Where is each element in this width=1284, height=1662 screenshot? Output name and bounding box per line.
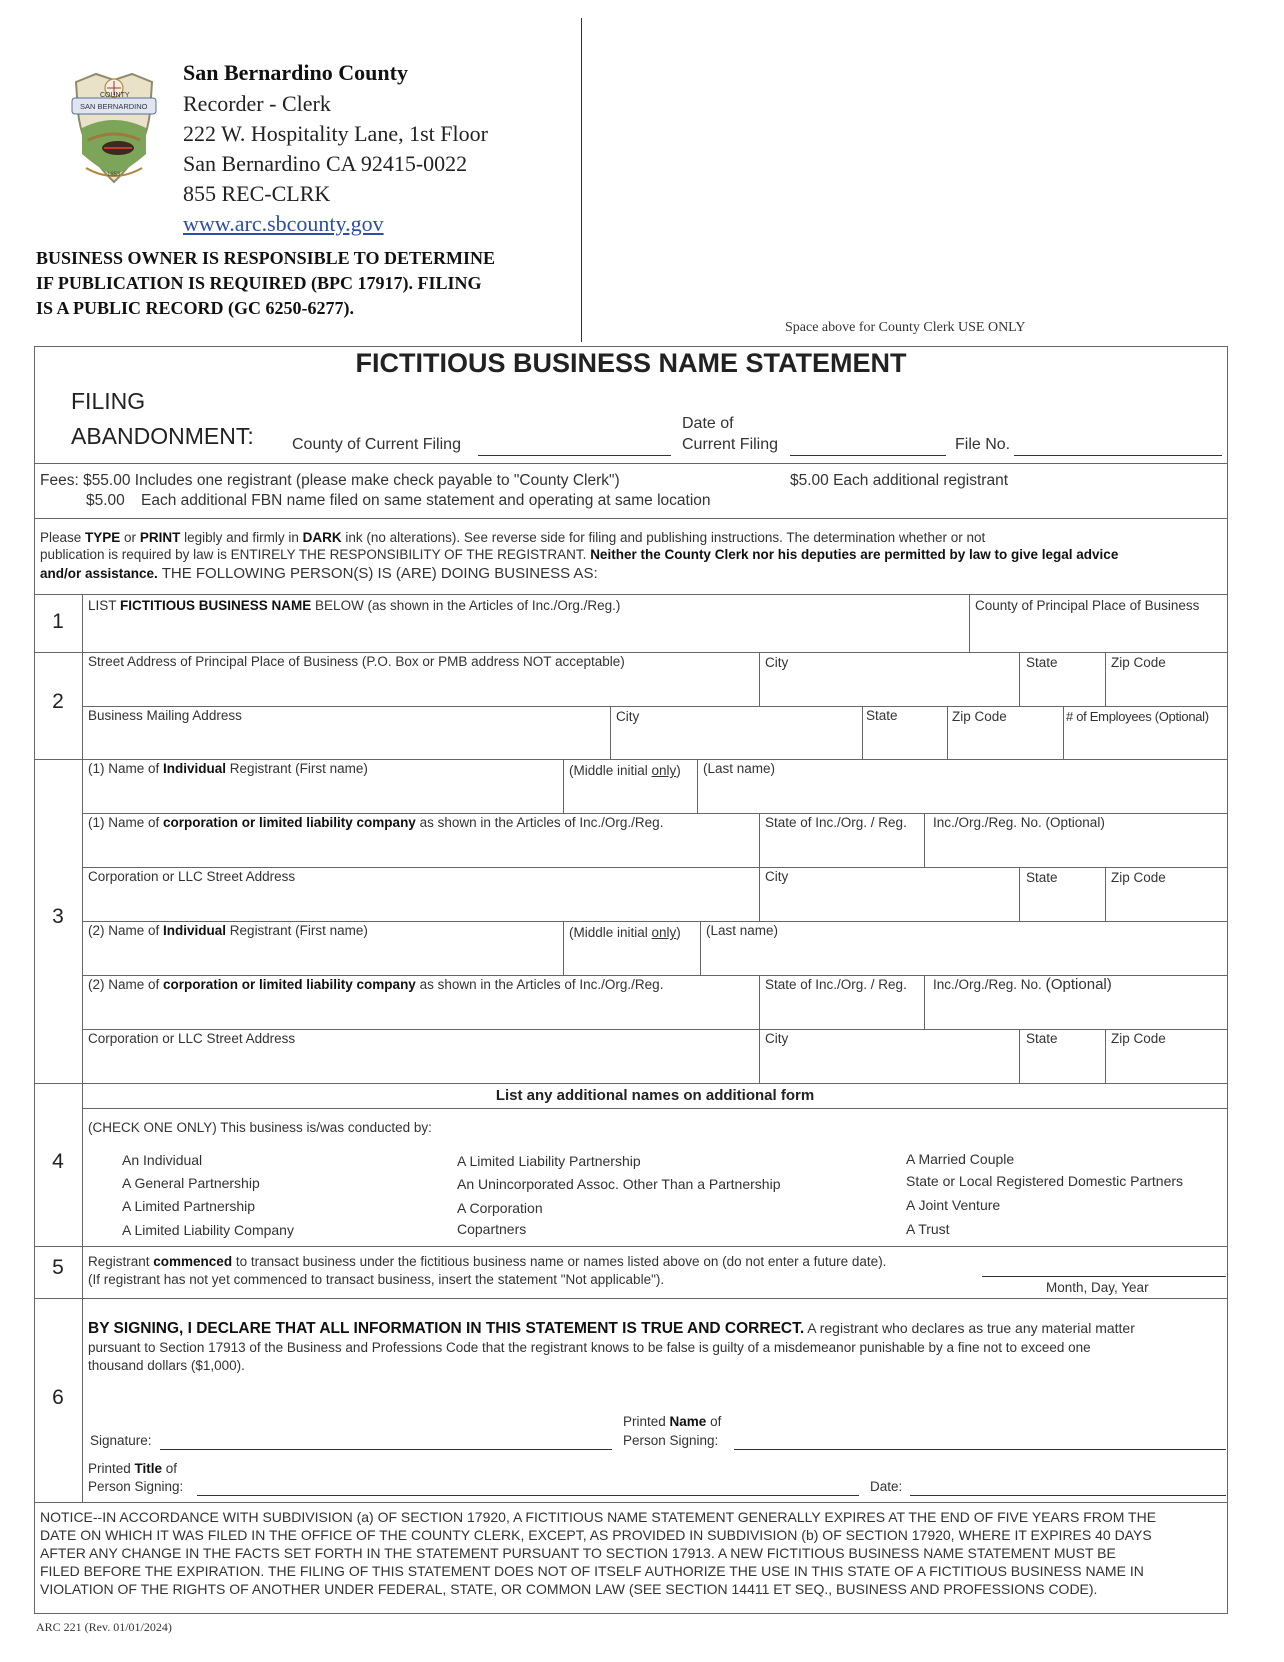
ind1-middle-field[interactable] bbox=[564, 760, 697, 812]
instructions-line2 bbox=[40, 547, 1118, 562]
county-current-filing-line[interactable] bbox=[478, 455, 671, 456]
date-current-filing-line[interactable] bbox=[790, 455, 946, 456]
commenced-bold: commenced bbox=[153, 1254, 233, 1269]
title-divider bbox=[34, 463, 1228, 464]
ind1-middle-pre: (Middle initial bbox=[569, 763, 652, 778]
instr-or: or bbox=[120, 530, 140, 545]
principal-state-field[interactable] bbox=[1020, 653, 1105, 705]
s4-bottom bbox=[34, 1246, 1228, 1247]
commenced-date-line[interactable] bbox=[982, 1276, 1226, 1277]
section-1-number: 1 bbox=[52, 610, 64, 633]
s4-header-divider bbox=[82, 1108, 1228, 1109]
ind1-middle-post: ) bbox=[676, 763, 681, 778]
ind2-middle-post: ) bbox=[676, 925, 681, 940]
corp1-post: as shown in the Articles of Inc./Org./Reg. bbox=[415, 815, 664, 830]
instr-line2-bold: Neither the County Clerk nor his deputies are permitted by law to give legal advice bbox=[590, 547, 1119, 562]
department: Recorder - Clerk bbox=[183, 91, 331, 116]
printed-title-of: of bbox=[162, 1461, 178, 1476]
date-label: Date: bbox=[870, 1479, 903, 1494]
option-unincorporated-assoc[interactable]: An Unincorporated Assoc. Other Than a Partnership bbox=[457, 1176, 781, 1192]
fees-divider bbox=[34, 518, 1228, 519]
corp2-city-field[interactable] bbox=[760, 1030, 1019, 1082]
form-id: ARC 221 (Rev. 01/01/2024) bbox=[36, 1620, 172, 1634]
clerk-use-note: Space above for County Clerk USE ONLY bbox=[785, 320, 1026, 335]
mailing-address-field[interactable] bbox=[83, 707, 610, 758]
commenced-line2: (If registrant has not yet commenced to transact business, insert the statement "Not applicable"). bbox=[88, 1272, 665, 1287]
seal-year: 1853 bbox=[107, 172, 121, 178]
ind1-last-field[interactable] bbox=[698, 760, 1227, 812]
commenced-date-label: Month, Day, Year bbox=[1046, 1280, 1149, 1295]
instr-line3-rest: THE FOLLOWING PERSON(S) IS (ARE) DOING BUSINESS AS: bbox=[157, 565, 598, 582]
corp1-pre: (1) Name of bbox=[88, 815, 164, 830]
corp2-street-label: Corporation or LLC Street Address bbox=[88, 1031, 296, 1046]
instr-print: PRINT bbox=[139, 530, 181, 545]
corp1-city-field[interactable] bbox=[760, 868, 1019, 920]
mailing-city-field[interactable] bbox=[611, 707, 862, 758]
corp2-inc-no-pre: Inc./Org./Reg. No. bbox=[933, 977, 1046, 992]
instr-rest: ink (no alterations). See reverse side for filing and publishing instructions. The determination whether or not bbox=[341, 530, 986, 545]
mailing-state-field[interactable] bbox=[863, 707, 947, 758]
county-seal bbox=[66, 68, 162, 188]
principal-state-label: State bbox=[1026, 655, 1058, 670]
printed-title-line[interactable] bbox=[197, 1495, 859, 1496]
option-limited-partnership[interactable]: A Limited Partnership bbox=[122, 1198, 256, 1214]
corp2-zip-field[interactable] bbox=[1106, 1030, 1227, 1082]
ind2-first-field[interactable] bbox=[83, 922, 563, 974]
corp2-inc-no-paren: ( bbox=[1045, 976, 1051, 993]
principal-zip-label: Zip Code bbox=[1111, 655, 1166, 670]
corp1-inc-no-field[interactable] bbox=[925, 814, 1227, 866]
corp2-state-field[interactable] bbox=[1020, 1030, 1105, 1082]
fees-line2-amount: $5.00 bbox=[86, 492, 125, 509]
ind2-last-field[interactable] bbox=[701, 922, 1227, 974]
fees-additional-registrant: $5.00 Each additional registrant bbox=[790, 472, 1009, 489]
ind1-first-field[interactable] bbox=[83, 760, 563, 812]
warning-line2: IF PUBLICATION IS REQUIRED (BPC 17917). FILING bbox=[36, 273, 482, 293]
printed-name-person-label: Person Signing: bbox=[623, 1433, 719, 1448]
commenced-pre: Registrant bbox=[88, 1254, 154, 1269]
instr-mid: legibly and firmly in bbox=[180, 530, 303, 545]
mailing-address-label: Business Mailing Address bbox=[88, 708, 242, 723]
corp1-state-field[interactable] bbox=[1020, 868, 1105, 920]
additional-names-header: List any additional names on additional form bbox=[495, 1087, 815, 1104]
fees-line2-text: Each additional FBN name filed on same statement and operating at same location bbox=[141, 492, 711, 509]
ind1-post: Registrant (First name) bbox=[226, 761, 368, 776]
county-principal-label: County of Principal Place of Business bbox=[975, 598, 1200, 613]
principal-city-label: City bbox=[765, 655, 789, 670]
corp1-name-field[interactable] bbox=[83, 814, 759, 866]
notice-line4: FILED BEFORE THE EXPIRATION. THE FILING OF THIS STATEMENT DOES NOT OF ITSELF AUTHORIZE THE USE IN THIS STATE OF A FICTITIOUS BUSINESS NAME IN bbox=[40, 1563, 1144, 1579]
employees-label: # of Employees (Optional) bbox=[1066, 709, 1209, 724]
instr-please: Please bbox=[40, 530, 86, 545]
file-no-line[interactable] bbox=[1014, 455, 1222, 456]
printed-title-label bbox=[88, 1461, 177, 1476]
instr-line3-bold: and/or assistance. bbox=[40, 566, 158, 581]
county-current-filing-label: County of Current Filing bbox=[292, 436, 461, 453]
date-line[interactable] bbox=[910, 1495, 1226, 1496]
printed-title-person-label: Person Signing: bbox=[88, 1479, 184, 1494]
principal-city-field[interactable] bbox=[760, 653, 1019, 705]
corp2-state-inc-field[interactable] bbox=[760, 976, 924, 1028]
notice-line2: DATE ON WHICH IT WAS FILED IN THE OFFICE OF THE COUNTY CLERK, EXCEPT, AS PROVIDED IN SUBDIVISION (b) OF SECTION 17920, WHERE IT EXPIRES 40 DAYS bbox=[40, 1527, 1152, 1543]
instructions-line3 bbox=[40, 565, 598, 582]
warning-line3: IS A PUBLIC RECORD (GC 6250-6277). bbox=[36, 298, 355, 318]
corp1-state-inc-label: State of Inc./Org. / Reg. bbox=[765, 815, 907, 830]
section-6-number: 6 bbox=[52, 1386, 64, 1409]
signature-line[interactable] bbox=[160, 1449, 612, 1450]
ind2-bold: Individual bbox=[163, 923, 227, 938]
county-seal-graphic bbox=[66, 68, 162, 188]
mailing-zip-label: Zip Code bbox=[952, 709, 1007, 724]
phone: 855 REC-CLRK bbox=[183, 181, 331, 206]
section-4-number: 4 bbox=[52, 1150, 64, 1173]
printed-name-label bbox=[623, 1414, 721, 1429]
corp1-street-label: Corporation or LLC Street Address bbox=[88, 869, 296, 884]
corp2-bold: corporation or limited liability company bbox=[163, 977, 416, 992]
seal-text-banner: SAN BERNARDINO bbox=[80, 102, 148, 111]
corp2-zip-label: Zip Code bbox=[1111, 1031, 1166, 1046]
declaration-bold: BY SIGNING, I DECLARE THAT ALL INFORMATION IN THIS STATEMENT IS TRUE AND CORRECT. bbox=[88, 1320, 805, 1337]
abandonment-label: ABANDONMENT: bbox=[71, 423, 254, 449]
ind2-post: Registrant (First name) bbox=[226, 923, 368, 938]
printed-name-of: of bbox=[706, 1414, 722, 1429]
corp2-city-label: City bbox=[765, 1031, 789, 1046]
ind2-middle-pre: (Middle initial bbox=[569, 925, 652, 940]
printed-title-pre: Printed bbox=[88, 1461, 135, 1476]
website-link[interactable]: www.arc.sbcounty.gov bbox=[183, 211, 384, 236]
corp2-street-field[interactable] bbox=[83, 1030, 759, 1082]
s5-bottom bbox=[34, 1298, 1228, 1299]
fbn-list-post: BELOW (as shown in the Articles of Inc./Org./Reg.) bbox=[311, 598, 621, 613]
option-individual[interactable]: An Individual bbox=[122, 1152, 203, 1168]
instr-dark: DARK bbox=[302, 530, 342, 545]
mailing-zip-field[interactable] bbox=[948, 707, 1063, 758]
current-filing-label: Current Filing bbox=[682, 436, 779, 453]
option-married-couple[interactable]: A Married Couple bbox=[906, 1151, 1015, 1167]
notice-line3: AFTER ANY CHANGE IN THE FACTS SET FORTH IN THE STATEMENT PURSUANT TO SECTION 17913. A NEW FICTITIOUS BUSINESS NAME STATEMENT MUST BE bbox=[40, 1545, 1116, 1561]
corp1-state-inc-field[interactable] bbox=[760, 814, 924, 866]
printed-title-bold: Title bbox=[134, 1461, 163, 1476]
fees-line1: Fees: $55.00 Includes one registrant (please make check payable to "County Clerk") bbox=[40, 472, 620, 489]
corp1-zip-field[interactable] bbox=[1106, 868, 1227, 920]
commenced-line1 bbox=[88, 1254, 886, 1269]
corp2-pre: (2) Name of bbox=[88, 977, 164, 992]
signature-label: Signature: bbox=[90, 1433, 152, 1448]
ind2-last-label: (Last name) bbox=[706, 923, 779, 938]
option-general-partnership[interactable]: A General Partnership bbox=[122, 1175, 260, 1191]
corp2-name-field[interactable] bbox=[83, 976, 759, 1028]
notice-line1: NOTICE--IN ACCORDANCE WITH SUBDIVISION (a) OF SECTION 17920, A FICTITIOUS NAME STATEMENT GENERALLY EXPIRES AT THE END OF FIVE YEARS FROM THE bbox=[40, 1509, 1157, 1525]
instructions-line1 bbox=[40, 530, 985, 545]
declaration-rest: A registrant who declares as true any material matter bbox=[804, 1320, 1135, 1336]
employees-field[interactable] bbox=[1064, 707, 1227, 758]
ind2-middle-only: only bbox=[651, 925, 677, 940]
corp2-state-inc-label: State of Inc./Org. / Reg. bbox=[765, 977, 907, 992]
fbn-name-field[interactable] bbox=[83, 595, 969, 652]
commenced-post: to transact business under the fictitious business name or names listed above on (do not enter a future date). bbox=[232, 1254, 887, 1269]
instr-type: TYPE bbox=[85, 530, 121, 545]
ind2-middle-field[interactable] bbox=[564, 922, 700, 974]
corp1-bold: corporation or limited liability company bbox=[163, 815, 416, 830]
corp2-post: as shown in the Articles of Inc./Org./Reg. bbox=[415, 977, 664, 992]
corp1-street-field[interactable] bbox=[83, 868, 759, 920]
fbn-list-bold: FICTITIOUS BUSINESS NAME bbox=[120, 598, 312, 613]
corp1-state-label: State bbox=[1026, 870, 1058, 885]
printed-name-bold: Name bbox=[669, 1414, 707, 1429]
agency-name: San Bernardino County bbox=[183, 60, 408, 85]
ind1-last-label: (Last name) bbox=[703, 761, 776, 776]
ind1-middle-only: only bbox=[651, 763, 677, 778]
principal-street-field[interactable] bbox=[83, 653, 759, 705]
check-one-label: (CHECK ONE ONLY) This business is/was conducted by: bbox=[88, 1120, 432, 1135]
address-line2: San Bernardino CA 92415-0022 bbox=[183, 151, 468, 176]
declaration-line3: thousand dollars ($1,000). bbox=[88, 1358, 245, 1373]
option-domestic-partners[interactable]: State or Local Registered Domestic Partners bbox=[906, 1173, 1184, 1189]
corp1-city-label: City bbox=[765, 869, 789, 884]
option-llc[interactable]: A Limited Liability Company bbox=[122, 1222, 294, 1238]
fbn-list-pre: LIST bbox=[88, 598, 121, 613]
header-divider bbox=[581, 18, 582, 342]
address-line1: 222 W. Hospitality Lane, 1st Floor bbox=[183, 121, 488, 146]
county-principal-field[interactable] bbox=[970, 595, 1227, 652]
principal-street-label: Street Address of Principal Place of Business (P.O. Box or PMB address NOT acceptable) bbox=[88, 654, 625, 669]
date-of-label: Date of bbox=[682, 415, 734, 432]
mailing-state-label: State bbox=[866, 708, 898, 723]
mailing-city-label: City bbox=[616, 709, 640, 724]
printed-name-line[interactable] bbox=[734, 1449, 1226, 1450]
s6-bottom bbox=[34, 1502, 1228, 1503]
corp1-zip-label: Zip Code bbox=[1111, 870, 1166, 885]
declaration-line1 bbox=[88, 1320, 1135, 1338]
printed-name-pre: Printed bbox=[623, 1414, 670, 1429]
file-no-label: File No. bbox=[955, 436, 1011, 453]
option-trust[interactable]: A Trust bbox=[906, 1221, 950, 1237]
ind2-pre: (2) Name of bbox=[88, 923, 164, 938]
ind1-pre: (1) Name of bbox=[88, 761, 164, 776]
seal-text-top: COUNTY bbox=[100, 92, 130, 99]
option-llp[interactable]: A Limited Liability Partnership bbox=[457, 1153, 641, 1169]
notice-line5: VIOLATION OF THE RIGHTS OF ANOTHER UNDER FEDERAL, STATE, OR COMMON LAW (SEE SECTION 14411 ET SEQ., BUSINESS AND PROFESSIONS CODE). bbox=[40, 1581, 1098, 1597]
corp2-inc-no-field[interactable] bbox=[925, 976, 1227, 1028]
warning-line1: BUSINESS OWNER IS RESPONSIBLE TO DETERMINE bbox=[36, 248, 495, 268]
corp2-inc-no-post: Optional) bbox=[1050, 976, 1112, 993]
filing-label: FILING bbox=[71, 388, 146, 414]
form-title: FICTITIOUS BUSINESS NAME STATEMENT bbox=[355, 348, 907, 378]
declaration-line2: pursuant to Section 17913 of the Business and Professions Code that the registrant knows to be false is guilty of a misdemeanor punishable by a fine not to exceed one bbox=[88, 1340, 1091, 1355]
ind1-bold: Individual bbox=[163, 761, 227, 776]
section-2-number: 2 bbox=[52, 690, 64, 713]
option-copartners[interactable]: Copartners bbox=[457, 1221, 527, 1237]
option-corporation[interactable]: A Corporation bbox=[457, 1200, 543, 1216]
corp1-inc-no-label: Inc./Org./Reg. No. (Optional) bbox=[933, 815, 1105, 830]
principal-zip-field[interactable] bbox=[1106, 653, 1227, 705]
instr-line2: publication is required by law is ENTIRELY THE RESPONSIBILITY OF THE REGISTRANT. bbox=[40, 547, 591, 562]
s3-bottom bbox=[34, 1083, 1228, 1084]
option-joint-venture[interactable]: A Joint Venture bbox=[906, 1197, 1001, 1213]
section-5-number: 5 bbox=[52, 1256, 64, 1279]
corp2-state-label: State bbox=[1026, 1031, 1058, 1046]
section-3-number: 3 bbox=[52, 905, 64, 928]
